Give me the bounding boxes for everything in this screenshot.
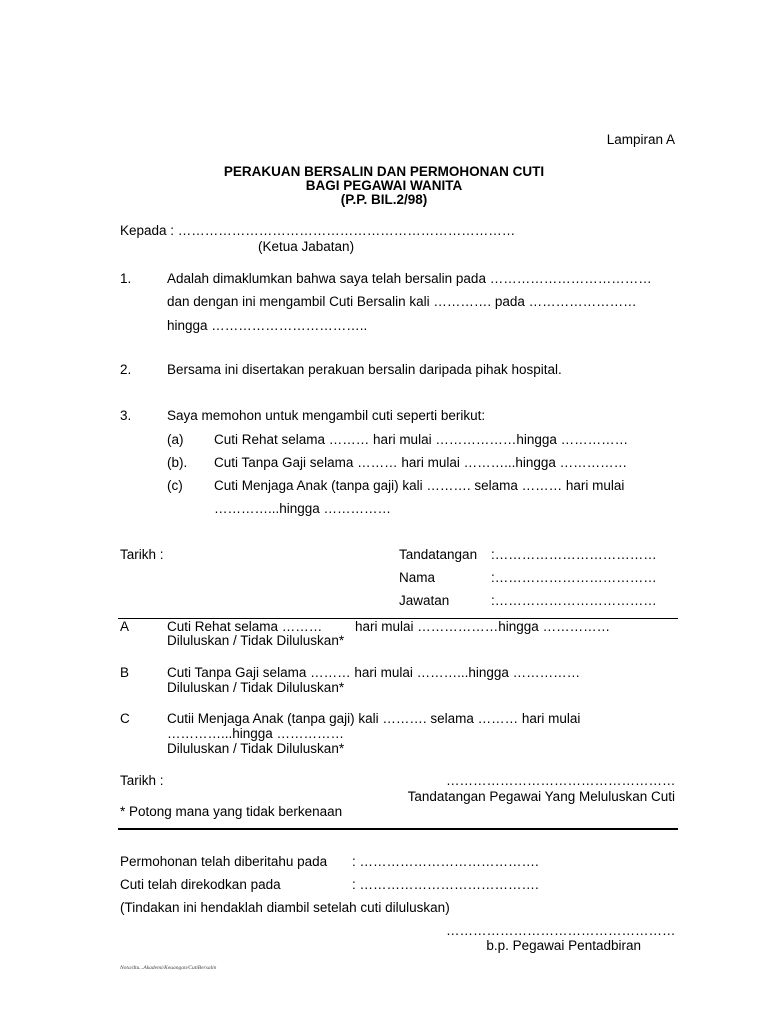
admin-signature-line[interactable]: …………………………………………… [446, 923, 676, 938]
item-1-line-1[interactable]: Adalah dimaklumkan bahwa saya telah bersalin pada ……………………………… [167, 271, 652, 286]
strike-out-note: * Potong mana yang tidak berkenaan [120, 804, 343, 819]
leave-option-a-key: (a) [167, 432, 184, 447]
recipient-subtitle: (Ketua Jabatan) [258, 239, 355, 254]
leave-option-b-text[interactable]: Cuti Tanpa Gaji selama ……… hari mulai ………...hingga …………… [214, 455, 628, 470]
position-label: Jawatan [399, 593, 450, 608]
leave-option-c-text[interactable]: Cuti Menjaga Anak (tanpa gaji) kali ………. selama ……… hari mulai [214, 478, 625, 493]
recorded-date-label: Cuti telah direkodkan pada [120, 877, 281, 892]
item-number-2: 2. [120, 362, 132, 377]
approval-b-key: B [120, 665, 130, 680]
leave-option-b-key: (b). [167, 455, 188, 470]
recorded-date-field[interactable]: : …………………………………. [352, 877, 539, 892]
item-3-text: Saya memohon untuk mengambil cuti seperti berikut: [167, 408, 486, 423]
section-divider-thick [118, 828, 678, 830]
position-field[interactable]: :……………………………… [491, 593, 657, 608]
approval-date-label: Tarikh : [120, 773, 164, 788]
approval-c-status[interactable]: Diluluskan / Tidak Diluluskan* [167, 741, 345, 756]
leave-option-c-key: (c) [167, 478, 183, 493]
approval-a-text-2[interactable]: hari mulai ………………hingga …………… [355, 619, 611, 634]
name-label: Nama [399, 570, 436, 585]
applicant-date-label: Tarikh : [120, 547, 164, 562]
recipient-field[interactable]: Kepada : ………………………………………………………………… [120, 223, 516, 238]
action-note: (Tindakan ini hendaklah diambil setelah cuti diluluskan) [120, 900, 450, 915]
form-title-line2: BAGI PEGAWAI WANITA [305, 178, 463, 193]
item-1-line-2[interactable]: dan dengan ini mengambil Cuti Bersalin kali …………. pada …………………… [167, 294, 637, 309]
form-title-line1: PERAKUAN BERSALIN DAN PERMOHONAN CUTI [223, 164, 545, 179]
leave-option-a-text[interactable]: Cuti Rehat selama ……… hari mulai ………………hingga …………… [214, 432, 629, 447]
approval-c-key: C [120, 711, 130, 726]
form-title-line3: (P.P. BIL.2/98) [340, 192, 428, 207]
approval-b-text[interactable]: Cuti Tanpa Gaji selama ……… hari mulai ………...hingga …………… [167, 665, 581, 680]
approval-c-text-2[interactable]: …………...hingga …………… [167, 726, 345, 741]
admin-signature-label: b.p. Pegawai Pentadbiran [486, 938, 641, 953]
appendix-label: Lampiran A [606, 132, 675, 147]
leave-option-c-text-2[interactable]: …………...hingga …………… [214, 501, 392, 516]
approval-a-text[interactable]: Cuti Rehat selama ……… [167, 619, 323, 634]
approval-c-text[interactable]: Cutii Menjaga Anak (tanpa gaji) kali ………. selama ……… hari mulai [167, 711, 581, 726]
document-footer: Nota/dtu...Akademi/Keuangan/CutiBersalin [120, 965, 217, 971]
signature-label: Tandatangan [399, 547, 478, 562]
informed-date-label: Permohonan telah diberitahu pada [120, 854, 328, 869]
approver-signature-label: Tandatangan Pegawai Yang Meluluskan Cuti [407, 789, 675, 804]
signature-field[interactable]: :……………………………… [491, 547, 657, 562]
approval-b-status[interactable]: Diluluskan / Tidak Diluluskan* [167, 680, 345, 695]
item-number-3: 3. [120, 408, 132, 423]
item-1-line-3[interactable]: hingga …………………………….. [167, 318, 368, 333]
name-field[interactable]: :……………………………… [491, 570, 657, 585]
item-2-text: Bersama ini disertakan perakuan bersalin daripada pihak hospital. [167, 362, 562, 377]
informed-date-field[interactable]: : …………………………………. [352, 854, 539, 869]
item-number-1: 1. [120, 271, 132, 286]
approval-a-status[interactable]: Diluluskan / Tidak Diluluskan* [167, 633, 345, 648]
approver-signature-line[interactable]: …………………………………………… [446, 773, 676, 788]
approval-a-key: A [120, 619, 130, 634]
